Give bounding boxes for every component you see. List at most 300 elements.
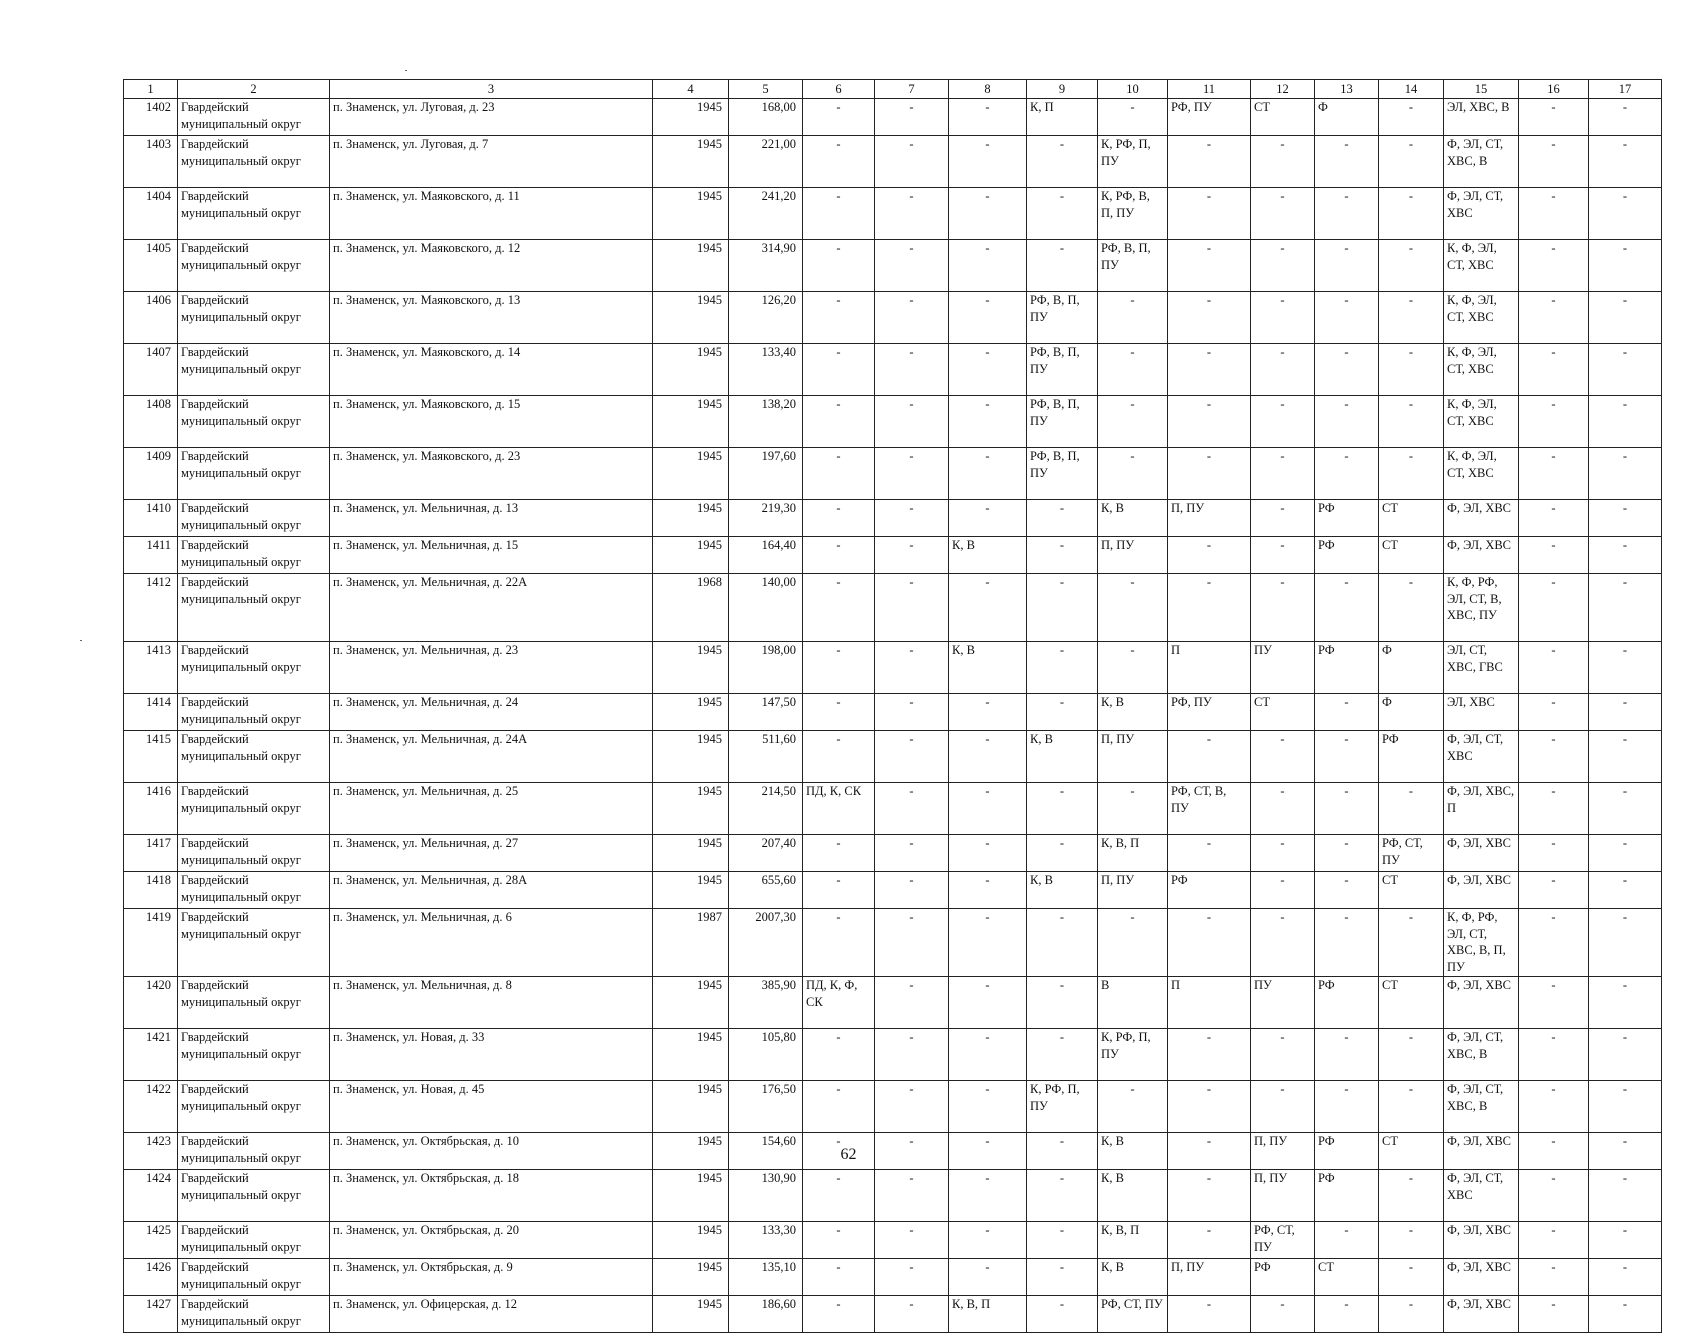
cell-col-9: К, В: [1027, 872, 1098, 909]
cell-area: 130,90: [729, 1170, 803, 1222]
cell-col-13: -: [1315, 448, 1379, 500]
cell-year-built: 1945: [653, 1259, 729, 1296]
cell-col-8: -: [949, 835, 1027, 872]
cell-district: Гвардейский муниципальный округ: [178, 574, 330, 642]
cell-col-9: -: [1027, 240, 1098, 292]
cell-address: п. Знаменск, ул. Октябрьская, д. 9: [330, 1259, 653, 1296]
cell-col-13: -: [1315, 344, 1379, 396]
cell-address: п. Знаменск, ул. Октябрьская, д. 10: [330, 1133, 653, 1170]
cell-col-14: -: [1379, 396, 1444, 448]
cell-row-number: 1420: [124, 977, 178, 1029]
cell-col-13: -: [1315, 188, 1379, 240]
cell-col-10: -: [1098, 344, 1168, 396]
cell-col-6: -: [803, 1029, 875, 1081]
column-header-11: 11: [1168, 80, 1251, 99]
cell-col-10: -: [1098, 292, 1168, 344]
cell-col-15: Ф, ЭЛ, СТ, ХВС, В: [1444, 136, 1519, 188]
cell-district: Гвардейский муниципальный округ: [178, 1029, 330, 1081]
cell-col-6: -: [803, 1081, 875, 1133]
cell-col-7: -: [875, 731, 949, 783]
cell-col-17: -: [1589, 1222, 1662, 1259]
cell-col-10: -: [1098, 396, 1168, 448]
cell-col-10: К, В: [1098, 694, 1168, 731]
cell-col-16: -: [1519, 694, 1589, 731]
cell-col-6: -: [803, 835, 875, 872]
cell-col-14: -: [1379, 1029, 1444, 1081]
cell-col-6: -: [803, 1222, 875, 1259]
cell-address: п. Знаменск, ул. Маяковского, д. 11: [330, 188, 653, 240]
cell-area: 147,50: [729, 694, 803, 731]
cell-col-9: К, В: [1027, 731, 1098, 783]
cell-col-13: Ф: [1315, 99, 1379, 136]
cell-col-12: -: [1251, 872, 1315, 909]
cell-year-built: 1945: [653, 1029, 729, 1081]
cell-col-14: -: [1379, 574, 1444, 642]
cell-area: 176,50: [729, 1081, 803, 1133]
cell-col-13: -: [1315, 783, 1379, 835]
cell-address: п. Знаменск, ул. Мельничная, д. 24: [330, 694, 653, 731]
cell-col-12: -: [1251, 188, 1315, 240]
cell-col-12: -: [1251, 136, 1315, 188]
table-row: [124, 1222, 1662, 1259]
cell-col-17: -: [1589, 1170, 1662, 1222]
cell-row-number: 1425: [124, 1222, 178, 1259]
cell-year-built: 1945: [653, 783, 729, 835]
cell-row-number: 1408: [124, 396, 178, 448]
cell-col-7: -: [875, 835, 949, 872]
cell-col-7: -: [875, 188, 949, 240]
cell-col-14: -: [1379, 909, 1444, 977]
cell-col-17: -: [1589, 292, 1662, 344]
column-header-9: 9: [1027, 80, 1098, 99]
cell-col-14: -: [1379, 344, 1444, 396]
cell-area: 219,30: [729, 500, 803, 537]
cell-address: п. Знаменск, ул. Мельничная, д. 23: [330, 642, 653, 694]
cell-district: Гвардейский муниципальный округ: [178, 872, 330, 909]
cell-col-7: -: [875, 136, 949, 188]
cell-col-13: РФ: [1315, 500, 1379, 537]
cell-col-15: Ф, ЭЛ, СТ, ХВС: [1444, 1170, 1519, 1222]
cell-col-13: -: [1315, 1296, 1379, 1333]
table-row: [124, 344, 1662, 396]
cell-col-16: -: [1519, 240, 1589, 292]
cell-col-17: -: [1589, 783, 1662, 835]
column-header-17: 17: [1589, 80, 1662, 99]
cell-col-11: -: [1168, 344, 1251, 396]
cell-col-11: -: [1168, 448, 1251, 500]
cell-col-14: -: [1379, 99, 1444, 136]
cell-col-15: Ф, ЭЛ, СТ, ХВС, В: [1444, 1029, 1519, 1081]
cell-year-built: 1968: [653, 574, 729, 642]
cell-area: 133,40: [729, 344, 803, 396]
cell-col-6: -: [803, 396, 875, 448]
cell-col-16: -: [1519, 188, 1589, 240]
cell-col-11: П, ПУ: [1168, 1259, 1251, 1296]
column-number-row: [124, 80, 1662, 99]
cell-row-number: 1417: [124, 835, 178, 872]
cell-col-10: П, ПУ: [1098, 872, 1168, 909]
table-row: [124, 188, 1662, 240]
cell-col-15: К, Ф, РФ, ЭЛ, СТ, ХВС, В, П, ПУ: [1444, 909, 1519, 977]
cell-col-14: СТ: [1379, 500, 1444, 537]
cell-col-11: -: [1168, 1296, 1251, 1333]
cell-district: Гвардейский муниципальный округ: [178, 136, 330, 188]
cell-col-15: Ф, ЭЛ, СТ, ХВС: [1444, 188, 1519, 240]
cell-district: Гвардейский муниципальный округ: [178, 1259, 330, 1296]
cell-row-number: 1410: [124, 500, 178, 537]
cell-col-11: -: [1168, 396, 1251, 448]
cell-col-7: -: [875, 1081, 949, 1133]
cell-col-6: -: [803, 1296, 875, 1333]
cell-col-17: -: [1589, 642, 1662, 694]
cell-col-11: -: [1168, 1081, 1251, 1133]
cell-row-number: 1405: [124, 240, 178, 292]
cell-address: п. Знаменск, ул. Луговая, д. 7: [330, 136, 653, 188]
cell-area: 2007,30: [729, 909, 803, 977]
cell-row-number: 1423: [124, 1133, 178, 1170]
cell-col-8: -: [949, 344, 1027, 396]
cell-year-built: 1987: [653, 909, 729, 977]
cell-col-9: РФ, В, П, ПУ: [1027, 396, 1098, 448]
cell-col-8: -: [949, 574, 1027, 642]
cell-col-8: -: [949, 1133, 1027, 1170]
cell-area: 135,10: [729, 1259, 803, 1296]
cell-col-12: -: [1251, 537, 1315, 574]
cell-col-9: -: [1027, 136, 1098, 188]
cell-address: п. Знаменск, ул. Октябрьская, д. 18: [330, 1170, 653, 1222]
cell-address: п. Знаменск, ул. Мельничная, д. 24А: [330, 731, 653, 783]
cell-col-13: -: [1315, 835, 1379, 872]
cell-year-built: 1945: [653, 1170, 729, 1222]
cell-col-16: -: [1519, 977, 1589, 1029]
cell-district: Гвардейский муниципальный округ: [178, 1081, 330, 1133]
cell-area: 214,50: [729, 783, 803, 835]
column-header-10: 10: [1098, 80, 1168, 99]
cell-col-17: -: [1589, 1133, 1662, 1170]
cell-col-13: -: [1315, 1081, 1379, 1133]
column-header-14: 14: [1379, 80, 1444, 99]
cell-col-10: -: [1098, 642, 1168, 694]
cell-year-built: 1945: [653, 731, 729, 783]
cell-col-12: -: [1251, 1081, 1315, 1133]
cell-col-14: -: [1379, 188, 1444, 240]
page-number: 62: [840, 1146, 857, 1163]
cell-col-10: К, В: [1098, 1170, 1168, 1222]
cell-col-11: -: [1168, 1133, 1251, 1170]
cell-col-14: -: [1379, 1081, 1444, 1133]
cell-col-9: -: [1027, 537, 1098, 574]
cell-col-16: -: [1519, 731, 1589, 783]
cell-col-11: -: [1168, 731, 1251, 783]
scan-speck: [405, 70, 407, 71]
cell-col-10: РФ, СТ, ПУ: [1098, 1296, 1168, 1333]
cell-col-13: -: [1315, 240, 1379, 292]
cell-col-16: -: [1519, 574, 1589, 642]
cell-col-7: -: [875, 240, 949, 292]
cell-col-16: -: [1519, 1081, 1589, 1133]
cell-col-10: -: [1098, 1081, 1168, 1133]
cell-col-8: К, В: [949, 537, 1027, 574]
cell-col-7: -: [875, 99, 949, 136]
cell-col-12: -: [1251, 396, 1315, 448]
cell-area: 197,60: [729, 448, 803, 500]
cell-col-11: -: [1168, 1222, 1251, 1259]
cell-col-8: -: [949, 1081, 1027, 1133]
cell-col-13: -: [1315, 1222, 1379, 1259]
cell-col-17: -: [1589, 574, 1662, 642]
cell-col-17: -: [1589, 1029, 1662, 1081]
column-header-5: 5: [729, 80, 803, 99]
cell-col-8: -: [949, 1170, 1027, 1222]
cell-col-13: -: [1315, 694, 1379, 731]
cell-address: п. Знаменск, ул. Маяковского, д. 13: [330, 292, 653, 344]
cell-col-6: -: [803, 872, 875, 909]
cell-district: Гвардейский муниципальный округ: [178, 448, 330, 500]
cell-col-13: -: [1315, 396, 1379, 448]
cell-col-8: К, В, П: [949, 1296, 1027, 1333]
cell-col-8: -: [949, 694, 1027, 731]
cell-col-15: К, Ф, ЭЛ, СТ, ХВС: [1444, 448, 1519, 500]
cell-district: Гвардейский муниципальный округ: [178, 835, 330, 872]
cell-col-12: -: [1251, 909, 1315, 977]
cell-col-15: К, Ф, ЭЛ, СТ, ХВС: [1444, 344, 1519, 396]
cell-year-built: 1945: [653, 835, 729, 872]
cell-col-17: -: [1589, 537, 1662, 574]
cell-area: 221,00: [729, 136, 803, 188]
cell-year-built: 1945: [653, 188, 729, 240]
cell-col-16: -: [1519, 396, 1589, 448]
cell-col-14: СТ: [1379, 977, 1444, 1029]
cell-year-built: 1945: [653, 642, 729, 694]
cell-col-16: -: [1519, 136, 1589, 188]
table-row: [124, 99, 1662, 136]
cell-col-16: -: [1519, 1170, 1589, 1222]
cell-row-number: 1419: [124, 909, 178, 977]
cell-row-number: 1416: [124, 783, 178, 835]
column-header-6: 6: [803, 80, 875, 99]
cell-col-16: -: [1519, 448, 1589, 500]
cell-col-13: -: [1315, 731, 1379, 783]
cell-col-7: -: [875, 574, 949, 642]
table-row: [124, 835, 1662, 872]
cell-col-7: -: [875, 292, 949, 344]
cell-col-13: СТ: [1315, 1259, 1379, 1296]
cell-col-10: К, В, П: [1098, 1222, 1168, 1259]
table-row: [124, 783, 1662, 835]
cell-area: 138,20: [729, 396, 803, 448]
cell-district: Гвардейский муниципальный округ: [178, 642, 330, 694]
column-header-4: 4: [653, 80, 729, 99]
column-header-13: 13: [1315, 80, 1379, 99]
cell-col-9: -: [1027, 1170, 1098, 1222]
cell-col-14: -: [1379, 292, 1444, 344]
cell-col-17: -: [1589, 396, 1662, 448]
cell-address: п. Знаменск, ул. Мельничная, д. 25: [330, 783, 653, 835]
cell-col-6: -: [803, 136, 875, 188]
cell-address: п. Знаменск, ул. Мельничная, д. 27: [330, 835, 653, 872]
cell-col-7: -: [875, 500, 949, 537]
cell-col-13: РФ: [1315, 1170, 1379, 1222]
cell-col-8: -: [949, 292, 1027, 344]
cell-col-8: -: [949, 872, 1027, 909]
cell-col-10: В: [1098, 977, 1168, 1029]
cell-year-built: 1945: [653, 1133, 729, 1170]
cell-row-number: 1409: [124, 448, 178, 500]
cell-col-17: -: [1589, 344, 1662, 396]
cell-col-7: -: [875, 909, 949, 977]
cell-col-14: -: [1379, 1259, 1444, 1296]
cell-row-number: 1406: [124, 292, 178, 344]
cell-col-12: -: [1251, 835, 1315, 872]
cell-year-built: 1945: [653, 240, 729, 292]
cell-col-11: П: [1168, 642, 1251, 694]
column-header-2: 2: [178, 80, 330, 99]
cell-col-9: -: [1027, 1222, 1098, 1259]
cell-col-15: Ф, ЭЛ, ХВС: [1444, 500, 1519, 537]
cell-col-7: -: [875, 1029, 949, 1081]
cell-col-7: -: [875, 396, 949, 448]
cell-row-number: 1426: [124, 1259, 178, 1296]
cell-col-6: -: [803, 1133, 875, 1170]
cell-col-11: РФ, ПУ: [1168, 694, 1251, 731]
cell-area: 105,80: [729, 1029, 803, 1081]
column-header-7: 7: [875, 80, 949, 99]
cell-year-built: 1945: [653, 1081, 729, 1133]
cell-district: Гвардейский муниципальный округ: [178, 188, 330, 240]
cell-col-13: -: [1315, 574, 1379, 642]
cell-col-12: -: [1251, 344, 1315, 396]
cell-col-12: П, ПУ: [1251, 1170, 1315, 1222]
cell-col-12: ПУ: [1251, 642, 1315, 694]
cell-address: п. Знаменск, ул. Октябрьская, д. 20: [330, 1222, 653, 1259]
cell-col-13: -: [1315, 872, 1379, 909]
cell-col-16: -: [1519, 642, 1589, 694]
cell-col-11: -: [1168, 1029, 1251, 1081]
table-row: [124, 977, 1662, 1029]
table-row: [124, 1081, 1662, 1133]
cell-col-9: К, РФ, П, ПУ: [1027, 1081, 1098, 1133]
table-row: [124, 1170, 1662, 1222]
cell-district: Гвардейский муниципальный округ: [178, 500, 330, 537]
cell-district: Гвардейский муниципальный округ: [178, 1296, 330, 1333]
cell-col-10: К, В, П: [1098, 835, 1168, 872]
cell-col-13: -: [1315, 909, 1379, 977]
table-row: [124, 1029, 1662, 1081]
cell-col-16: -: [1519, 1133, 1589, 1170]
cell-col-7: -: [875, 344, 949, 396]
cell-col-17: -: [1589, 1296, 1662, 1333]
cell-col-12: -: [1251, 1029, 1315, 1081]
cell-col-7: -: [875, 1259, 949, 1296]
cell-area: 154,60: [729, 1133, 803, 1170]
cell-col-8: -: [949, 99, 1027, 136]
cell-col-15: Ф, ЭЛ, ХВС: [1444, 1222, 1519, 1259]
cell-col-12: -: [1251, 783, 1315, 835]
cell-col-14: СТ: [1379, 872, 1444, 909]
cell-col-17: -: [1589, 977, 1662, 1029]
cell-col-10: К, РФ, В, П, ПУ: [1098, 188, 1168, 240]
cell-col-6: -: [803, 240, 875, 292]
cell-col-13: -: [1315, 1029, 1379, 1081]
cell-col-12: -: [1251, 500, 1315, 537]
cell-col-15: Ф, ЭЛ, СТ, ХВС: [1444, 731, 1519, 783]
cell-col-13: РФ: [1315, 642, 1379, 694]
cell-col-7: -: [875, 1222, 949, 1259]
cell-col-17: -: [1589, 694, 1662, 731]
cell-col-16: -: [1519, 1296, 1589, 1333]
cell-col-14: Ф: [1379, 642, 1444, 694]
cell-col-6: -: [803, 1259, 875, 1296]
cell-col-8: -: [949, 188, 1027, 240]
cell-col-9: РФ, В, П, ПУ: [1027, 344, 1098, 396]
cell-col-15: ЭЛ, ХВС: [1444, 694, 1519, 731]
cell-col-8: -: [949, 731, 1027, 783]
cell-address: п. Знаменск, ул. Мельничная, д. 15: [330, 537, 653, 574]
register-table: [123, 79, 1662, 1333]
column-header-15: 15: [1444, 80, 1519, 99]
cell-address: п. Знаменск, ул. Мельничная, д. 28А: [330, 872, 653, 909]
cell-col-15: Ф, ЭЛ, ХВС: [1444, 1133, 1519, 1170]
cell-col-8: -: [949, 240, 1027, 292]
cell-col-10: К, РФ, П, ПУ: [1098, 1029, 1168, 1081]
cell-area: 164,40: [729, 537, 803, 574]
cell-col-6: -: [803, 500, 875, 537]
cell-col-12: ПУ: [1251, 977, 1315, 1029]
cell-col-17: -: [1589, 188, 1662, 240]
cell-col-14: -: [1379, 136, 1444, 188]
cell-col-14: -: [1379, 783, 1444, 835]
scan-speck: [80, 640, 82, 641]
cell-col-7: -: [875, 872, 949, 909]
cell-col-8: К, В: [949, 642, 1027, 694]
cell-col-12: СТ: [1251, 99, 1315, 136]
cell-col-11: -: [1168, 240, 1251, 292]
column-header-1: 1: [124, 80, 178, 99]
cell-col-16: -: [1519, 292, 1589, 344]
cell-col-15: ЭЛ, СТ, ХВС, ГВС: [1444, 642, 1519, 694]
cell-year-built: 1945: [653, 1222, 729, 1259]
cell-col-12: -: [1251, 292, 1315, 344]
cell-address: п. Знаменск, ул. Мельничная, д. 13: [330, 500, 653, 537]
cell-year-built: 1945: [653, 344, 729, 396]
cell-col-14: -: [1379, 240, 1444, 292]
cell-col-15: ЭЛ, ХВС, В: [1444, 99, 1519, 136]
cell-col-15: К, Ф, ЭЛ, СТ, ХВС: [1444, 292, 1519, 344]
cell-col-11: -: [1168, 1170, 1251, 1222]
cell-address: п. Знаменск, ул. Мельничная, д. 22А: [330, 574, 653, 642]
cell-col-7: -: [875, 694, 949, 731]
cell-col-15: Ф, ЭЛ, ХВС: [1444, 1259, 1519, 1296]
cell-col-6: -: [803, 1170, 875, 1222]
cell-district: Гвардейский муниципальный округ: [178, 537, 330, 574]
cell-col-6: -: [803, 99, 875, 136]
cell-col-9: К, П: [1027, 99, 1098, 136]
table-row: [124, 240, 1662, 292]
cell-col-15: Ф, ЭЛ, ХВС, П: [1444, 783, 1519, 835]
cell-area: 207,40: [729, 835, 803, 872]
cell-col-17: -: [1589, 240, 1662, 292]
cell-year-built: 1945: [653, 1296, 729, 1333]
cell-col-12: РФ: [1251, 1259, 1315, 1296]
cell-col-6: -: [803, 909, 875, 977]
cell-col-15: Ф, ЭЛ, ХВС: [1444, 1296, 1519, 1333]
cell-row-number: 1418: [124, 872, 178, 909]
cell-address: п. Знаменск, ул. Мельничная, д. 6: [330, 909, 653, 977]
cell-col-12: -: [1251, 574, 1315, 642]
cell-col-9: -: [1027, 500, 1098, 537]
cell-col-15: Ф, ЭЛ, ХВС: [1444, 537, 1519, 574]
cell-col-8: -: [949, 448, 1027, 500]
